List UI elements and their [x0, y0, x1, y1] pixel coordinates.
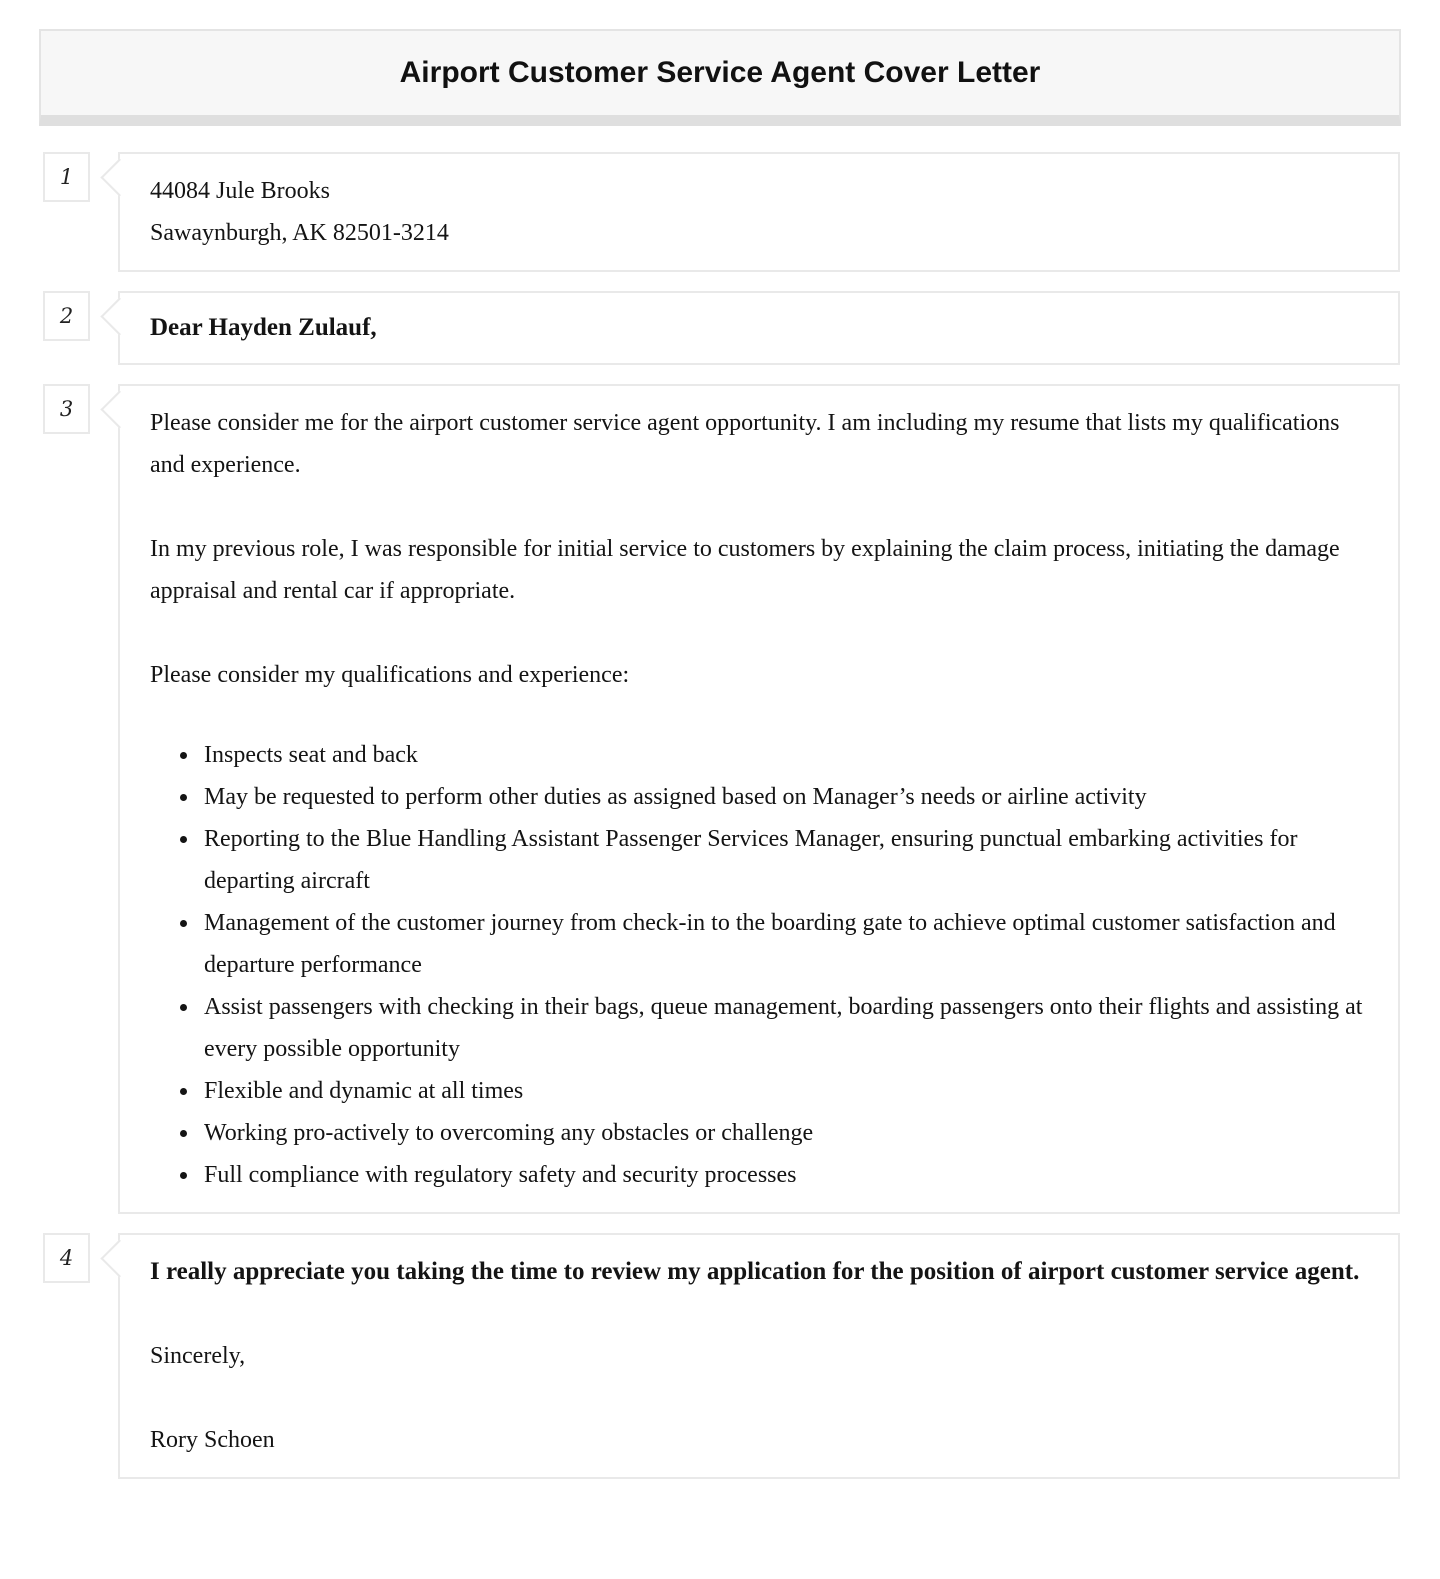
list-item: • Working pro-actively to overcoming any obstacles or challenge: [200, 1112, 1368, 1154]
sender-address-box: [118, 152, 1400, 272]
page-header: [39, 29, 1401, 126]
address-line-2: Sawaynburgh, AK 82501-3214: [150, 220, 449, 246]
section-body: [43, 384, 1400, 1214]
appreciation-text: I really appreciate you taking the time to review my application for the position of airport customer service agent.: [150, 1258, 1360, 1285]
salutation-text: Dear Hayden Zulauf,: [150, 314, 377, 341]
section-sender-address: [43, 152, 1400, 272]
section-number-badge-4: 4: [43, 1233, 90, 1283]
salutation-box: [118, 291, 1400, 365]
section-closing: [43, 1233, 1400, 1479]
body-paragraph-1: Please consider me for the airport customer service agent opportunity. I am including my resume that lists my qualifications and experience.: [150, 410, 1340, 478]
sign-off: Sincerely,: [150, 1343, 246, 1369]
list-item: • Assist passengers with checking in their bags, queue management, boarding passengers onto their flights and assisting at every possible opportunity: [200, 986, 1368, 1070]
signature-name: Rory Schoen: [150, 1427, 275, 1453]
section-number-badge-3: 3: [43, 384, 90, 434]
qualifications-list: [150, 734, 1368, 1196]
cover-letter: [0, 152, 1440, 1498]
address-line-1: 44084 Jule Brooks: [150, 178, 330, 204]
section-number-badge-2: 2: [43, 291, 90, 341]
section-salutation: [43, 291, 1400, 365]
list-item: • Full compliance with regulatory safety and security processes: [200, 1154, 1368, 1196]
body-paragraph-2: In my previous role, I was responsible for initial service to customers by explaining the claim process, initiating the damage appraisal and rental car if appropriate.: [150, 536, 1340, 604]
page-title: Airport Customer Service Agent Cover Letter: [399, 56, 1041, 89]
list-item: • May be requested to perform other duties as assigned based on Manager’s needs or airline activity: [200, 776, 1368, 818]
body-paragraph-3: Please consider my qualifications and experience:: [150, 662, 630, 688]
list-item: • Reporting to the Blue Handling Assistant Passenger Services Manager, ensuring punctual embarking activities for departing aircraft: [200, 818, 1368, 902]
list-item: • Flexible and dynamic at all times: [200, 1070, 1368, 1112]
list-item: • Inspects seat and back: [200, 734, 1368, 776]
section-number-badge-1: 1: [43, 152, 90, 202]
body-box: [118, 384, 1400, 1214]
closing-box: [118, 1233, 1400, 1479]
list-item: • Management of the customer journey from check-in to the boarding gate to achieve optimal customer satisfaction and departure performance: [200, 902, 1368, 986]
